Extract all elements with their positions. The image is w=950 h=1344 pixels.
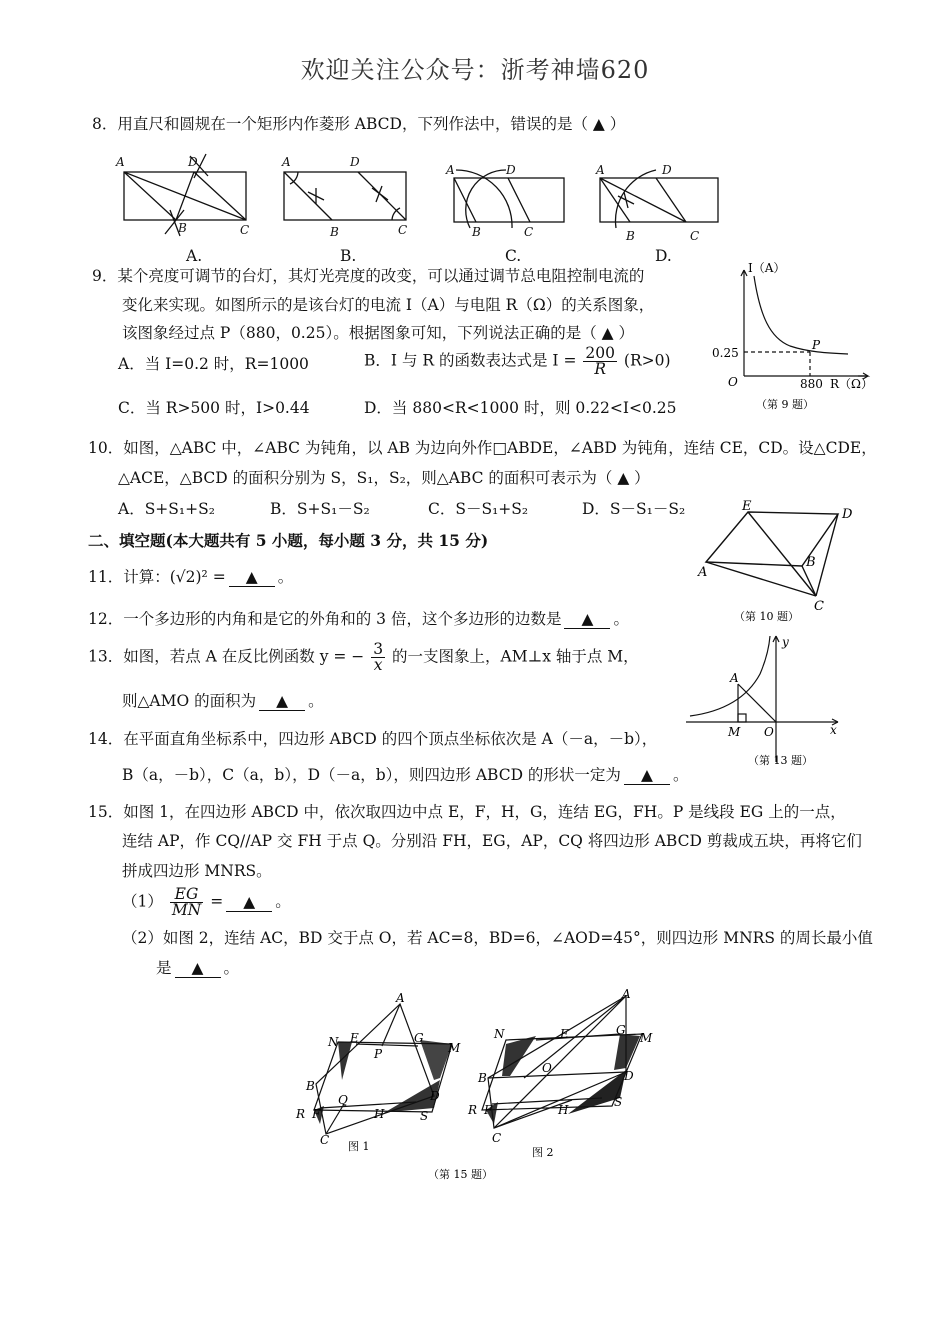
- svg-text:M: M: [448, 1041, 461, 1055]
- q15-caption: （第 15 题）: [428, 1168, 493, 1181]
- q9-caption: （第 9 题）: [756, 398, 814, 411]
- q13-graph: [680, 630, 850, 772]
- svg-text:E: E: [742, 500, 752, 514]
- svg-text:E: E: [560, 1027, 569, 1041]
- page-header: 欢迎关注公众号：浙考神墙620: [300, 56, 650, 84]
- svg-text:A: A: [446, 163, 455, 177]
- q8-option-a: A.: [186, 247, 203, 265]
- svg-text:C: C: [320, 1133, 330, 1147]
- svg-text:F: F: [312, 1107, 321, 1121]
- q15-stem-line1: 15．如图 1，在四边形 ABCD 中，依次取四边中点 E，F，H，G，连结 EG，FH。P 是线段 EG 上的一点，: [88, 803, 846, 821]
- q8-option-c: C.: [505, 247, 522, 265]
- q9-option-d: D．当 880<R<1000 时，则 0.22<I<0.25: [364, 399, 677, 417]
- svg-text:C: C: [814, 599, 824, 614]
- svg-text:O: O: [764, 725, 774, 739]
- q9-stem-line1: 9．某个亮度可调节的台灯，其灯光亮度的改变，可以通过调节总电阻控制电流的: [92, 267, 645, 285]
- svg-text:G: G: [616, 1023, 626, 1037]
- q15-sub2-line1: （2）如图 2，连结 AC，BD 交于点 O，若 AC=8，BD=6，∠AOD=45°，则四边形 MNRS 的周长最小值: [122, 929, 873, 947]
- q13-line2: 则△AMO 的面积为 ▲ 。: [122, 692, 324, 710]
- svg-text:H: H: [558, 1103, 569, 1117]
- q15-sub2-line2: 是 ▲ 。: [156, 959, 240, 977]
- q15-fig2-caption: 图 2: [532, 1146, 554, 1159]
- svg-text:P: P: [374, 1047, 383, 1061]
- svg-text:D: D: [350, 155, 360, 169]
- q10-stem-line1: 10．如图，△ABC 中，∠ABC 为钝角，以 AB 为边向外作□ABDE，∠ABD 为钝角，连结 CE，CD。设△CDE，: [88, 439, 877, 457]
- svg-text:M: M: [728, 725, 741, 739]
- q13-line1: 13．如图，若点 A 在反比例函数 y = − $\frac{3}{x}$ 的一支图象上，AM⊥x 轴于点 M，: [88, 640, 639, 674]
- svg-text:M: M: [640, 1031, 653, 1045]
- q9-graph-origin: O: [728, 375, 738, 389]
- svg-text:C: C: [492, 1131, 502, 1145]
- q15-stem-line3: 拼成四边形 MNRS。: [122, 862, 272, 880]
- q8-stem: 8．用直尺和圆规在一个矩形内作菱形 ABCD，下列作法中，错误的是（ ▲ ）: [92, 115, 626, 133]
- svg-text:B: B: [306, 1079, 315, 1093]
- svg-text:E: E: [350, 1031, 359, 1045]
- svg-text:C: C: [524, 225, 534, 239]
- svg-text:A: A: [282, 155, 291, 169]
- svg-text:D: D: [430, 1089, 440, 1103]
- q8-figure-c: [454, 170, 564, 228]
- q10-option-a: A．S+S₁+S₂: [118, 500, 215, 518]
- q15-sub1: （1） $\frac{EG}{MN}$ = ▲ 。: [122, 885, 291, 919]
- q15-figure-1: [295, 991, 461, 1153]
- q9-graph-ylabel: I（A）: [748, 261, 786, 275]
- q9-option-c: C．当 R>500 时，I>0.44: [118, 399, 310, 417]
- svg-text:C: C: [690, 229, 700, 243]
- q10-option-d: D．S－S₁－S₂: [582, 500, 686, 518]
- q10-stem-line2: △ACE，△BCD 的面积分别为 S，S₁，S₂，则△ABC 的面积可表示为（ ▲ ）: [118, 469, 650, 487]
- q9-graph-ytick: 0.25: [712, 346, 739, 360]
- q8-figure-b: [284, 172, 406, 220]
- q15-fig1-caption: 图 1: [348, 1140, 370, 1153]
- q14-line1: 14．在平面直角坐标系中，四边形 ABCD 的四个顶点坐标依次是 A（－a，－b），: [88, 730, 658, 748]
- svg-text:D: D: [662, 163, 672, 177]
- svg-text:H: H: [374, 1107, 385, 1121]
- q15-stem-line2: 连结 AP，作 CQ//AP 交 FH 于点 Q。分别沿 FH，EG，AP，CQ 将四边形 ABCD 剪裁成五块，再将它们: [122, 832, 862, 850]
- q13-caption: （第 13 题）: [748, 754, 813, 767]
- svg-text:C: C: [240, 223, 250, 237]
- svg-text:A: A: [698, 565, 708, 580]
- svg-text:A: A: [396, 991, 405, 1005]
- svg-text:N: N: [494, 1027, 505, 1041]
- q9-option-a: A．当 I=0.2 时，R=1000: [118, 355, 309, 373]
- q15-figure-2: [467, 988, 653, 1159]
- svg-text:y: y: [782, 635, 789, 649]
- q9-graph-point: P: [812, 338, 821, 352]
- svg-text:C: C: [398, 223, 408, 237]
- svg-text:N: N: [328, 1035, 339, 1049]
- q9-stem-line2: 变化来实现。如图所示的是该台灯的电流 I（A）与电阻 R（Ω）的关系图象，: [122, 296, 655, 314]
- q8-figure-d: [600, 170, 718, 228]
- svg-text:S: S: [420, 1109, 429, 1123]
- svg-text:D: D: [624, 1069, 634, 1083]
- svg-text:B: B: [330, 225, 339, 239]
- svg-text:B: B: [626, 229, 635, 243]
- q12: 12．一个多边形的内角和是它的外角和的 3 倍，这个多边形的边数是 ▲ 。: [88, 610, 629, 628]
- q10-option-b: B．S+S₁－S₂: [270, 500, 370, 518]
- svg-text:R: R: [296, 1107, 306, 1121]
- q8-option-b: B.: [340, 247, 357, 265]
- svg-text:G: G: [414, 1031, 424, 1045]
- svg-text:B: B: [478, 1071, 487, 1085]
- svg-text:Q: Q: [338, 1093, 348, 1107]
- q11: 11．计算：(√2)² = ▲ 。: [88, 568, 294, 586]
- q9-graph-xlabel: R（Ω）: [830, 377, 873, 391]
- svg-text:F: F: [484, 1103, 493, 1117]
- q10-option-c: C．S－S₁+S₂: [428, 500, 529, 518]
- svg-text:A: A: [622, 988, 631, 1001]
- svg-text:D: D: [506, 163, 516, 177]
- svg-text:B: B: [178, 221, 187, 235]
- q14-line2: B（a，－b），C（a，b），D（－a，b），则四边形 ABCD 的形状一定为 ▲ 。: [122, 766, 689, 784]
- svg-text:O: O: [542, 1061, 552, 1075]
- svg-text:B: B: [472, 225, 481, 239]
- svg-text:S: S: [614, 1095, 623, 1109]
- q8-figures: [110, 148, 730, 268]
- svg-text:A: A: [596, 163, 605, 177]
- q9-option-b: B．I 与 R 的函数表达式是 I = $\frac{200}{R}$ (R>0): [364, 344, 671, 378]
- q15-figures: [290, 988, 680, 1188]
- svg-text:B: B: [806, 555, 816, 570]
- section2-title: 二、填空题(本大题共有 5 小题，每小题 3 分，共 15 分): [88, 531, 489, 550]
- q10-caption: （第 10 题）: [734, 610, 799, 623]
- svg-text:x: x: [830, 723, 837, 737]
- q9-stem-line3: 该图象经过点 P（880，0.25）。根据图象可知，下列说法正确的是（ ▲ ）: [122, 324, 634, 342]
- q9-graph-xtick: 880: [800, 377, 823, 391]
- q9-graph: [708, 256, 888, 416]
- svg-text:A: A: [116, 155, 125, 169]
- q8-option-d: D.: [655, 247, 672, 265]
- svg-text:D: D: [842, 507, 853, 522]
- svg-text:A: A: [730, 671, 739, 685]
- svg-text:D: D: [188, 155, 198, 169]
- svg-text:R: R: [468, 1103, 478, 1117]
- q10-figure: [692, 500, 862, 628]
